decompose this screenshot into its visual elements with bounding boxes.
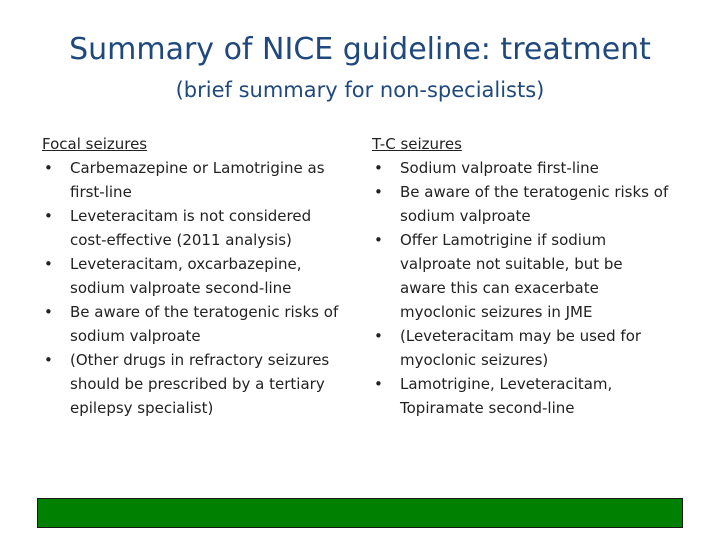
slide-title: Summary of NICE guideline: treatment <box>69 32 651 67</box>
slide-subtitle: (brief summary for non-specialists) <box>175 78 545 102</box>
list-item-text: Carbemazepine or Lamotrigine as first-line <box>70 159 325 201</box>
list-item-text: Offer Lamotrigine if sodium valproate not suitable, but be aware this can exacerbate myoclonic seizures in JME <box>400 231 623 321</box>
list-item <box>372 372 672 420</box>
list-item <box>372 324 672 372</box>
list-item-text: (Other drugs in refractory seizures should be prescribed by a tertiary epilepsy specialist) <box>70 351 330 417</box>
list-item <box>372 156 672 180</box>
list-item-text: Be aware of the teratogenic risks of sodium valproate <box>400 183 669 225</box>
footer-bar <box>37 498 683 528</box>
bullet-icon: • <box>44 351 53 369</box>
tc-seizures-list <box>372 156 672 420</box>
list-item-text: Leveteracitam, oxcarbazepine, sodium valproate second-line <box>70 255 302 297</box>
bullet-icon: • <box>374 327 383 345</box>
list-item <box>42 348 344 420</box>
tc-seizures-heading: T-C seizures <box>372 135 462 153</box>
bullet-icon: • <box>374 159 383 177</box>
bullet-icon: • <box>44 255 53 273</box>
tc-seizures-column <box>372 132 672 420</box>
focal-seizures-list <box>42 156 344 420</box>
bullet-icon: • <box>374 375 383 393</box>
list-item <box>42 156 344 204</box>
list-item-text: Be aware of the teratogenic risks of sodium valproate <box>70 303 339 345</box>
list-item <box>372 180 672 228</box>
list-item <box>42 252 344 300</box>
list-item-text: Leveteracitam is not considered cost-effective (2011 analysis) <box>70 207 312 249</box>
list-item <box>42 204 344 252</box>
focal-seizures-heading: Focal seizures <box>42 135 148 153</box>
bullet-icon: • <box>374 183 383 201</box>
list-item <box>372 228 672 324</box>
focal-seizures-column <box>42 132 344 420</box>
bullet-icon: • <box>44 207 53 225</box>
bullet-icon: • <box>374 231 383 249</box>
list-item-text: Lamotrigine, Leveteracitam, Topiramate second-line <box>400 375 613 417</box>
list-item-text: (Leveteracitam may be used for myoclonic seizures) <box>400 327 642 369</box>
bullet-icon: • <box>44 159 53 177</box>
list-item-text: Sodium valproate first-line <box>400 159 599 177</box>
list-item <box>42 300 344 348</box>
bullet-icon: • <box>44 303 53 321</box>
